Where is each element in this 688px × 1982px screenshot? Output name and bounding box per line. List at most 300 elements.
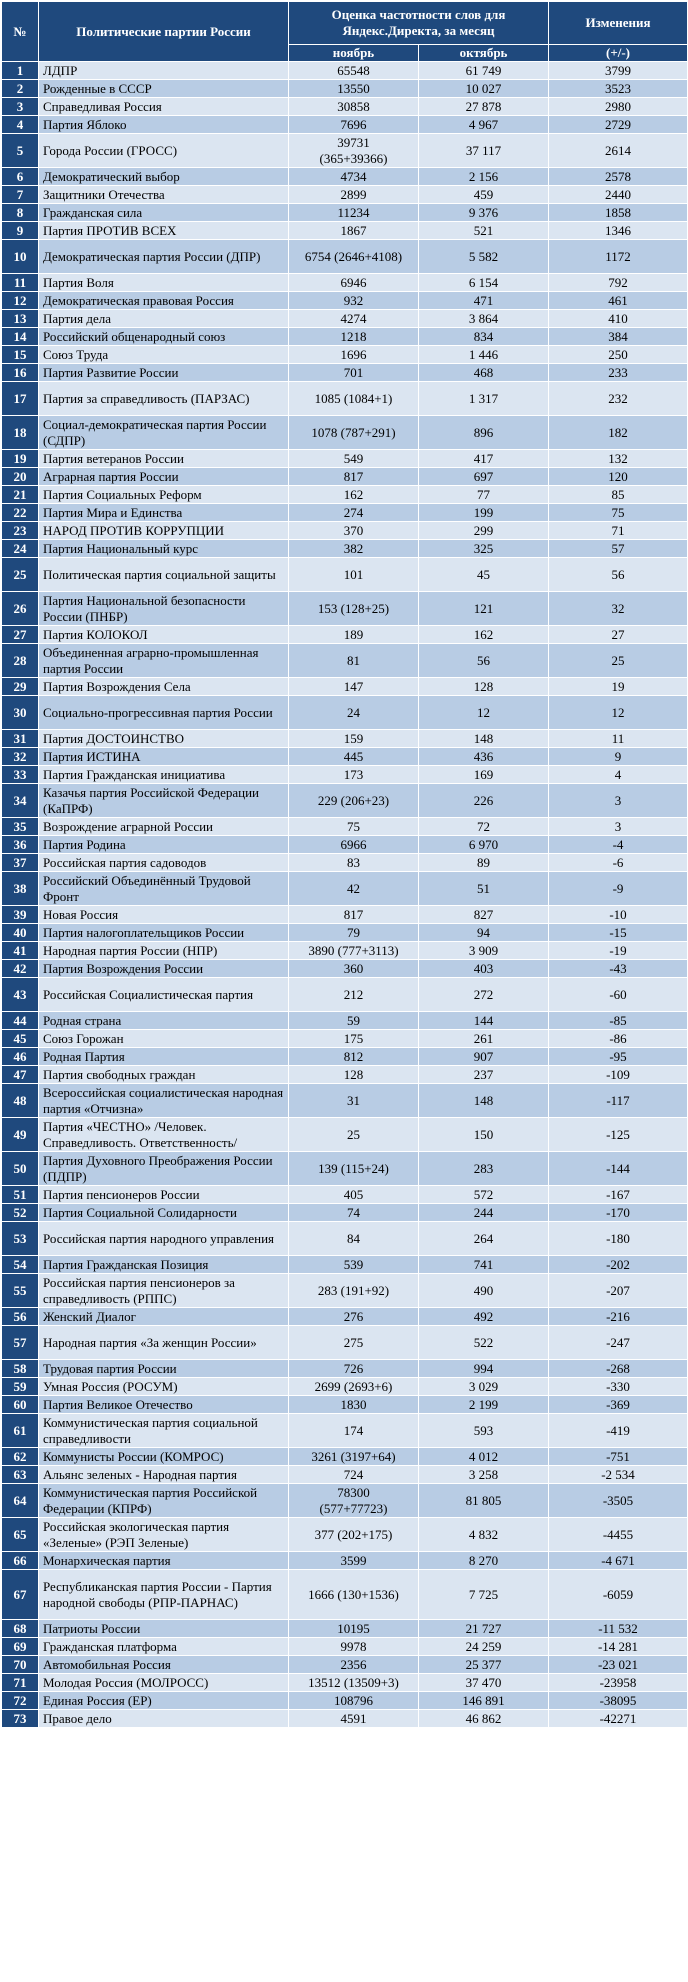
table-row [2, 1326, 688, 1360]
value-october: 37 470 [419, 1674, 549, 1692]
party-name: Партия ИСТИНА [39, 748, 289, 766]
value-change: -247 [549, 1326, 688, 1360]
value-change: 792 [549, 274, 688, 292]
value-october: 27 878 [419, 98, 549, 116]
row-number: 9 [2, 222, 39, 240]
value-october: 459 [419, 186, 549, 204]
row-number: 42 [2, 960, 39, 978]
row-number: 28 [2, 644, 39, 678]
table-row [2, 836, 688, 854]
value-change: -3505 [549, 1484, 688, 1518]
value-november: 162 [289, 486, 419, 504]
party-name: Политическая партия социальной защиты [39, 558, 289, 592]
row-number: 31 [2, 730, 39, 748]
row-number: 14 [2, 328, 39, 346]
party-name: Коммунистическая партия социальной справедливости [39, 1414, 289, 1448]
row-number: 58 [2, 1360, 39, 1378]
value-october: 2 199 [419, 1396, 549, 1414]
table-row [2, 62, 688, 80]
table-row [2, 204, 688, 222]
party-name: Демократическая партия России (ДПР) [39, 240, 289, 274]
table-row [2, 1378, 688, 1396]
value-november: 549 [289, 450, 419, 468]
value-november: 24 [289, 696, 419, 730]
party-name: Родная Партия [39, 1048, 289, 1066]
row-number: 52 [2, 1204, 39, 1222]
row-number: 6 [2, 168, 39, 186]
value-october: 24 259 [419, 1638, 549, 1656]
table-row [2, 1360, 688, 1378]
value-october: 81 805 [419, 1484, 549, 1518]
row-number: 43 [2, 978, 39, 1012]
value-october: 77 [419, 486, 549, 504]
table-row [2, 1012, 688, 1030]
value-change: -216 [549, 1308, 688, 1326]
value-november: 13512 (13509+3) [289, 1674, 419, 1692]
value-change: 2980 [549, 98, 688, 116]
value-october: 1 317 [419, 382, 549, 416]
party-name: Партия ПРОТИВ ВСЕХ [39, 222, 289, 240]
table-row [2, 1448, 688, 1466]
table-row [2, 1396, 688, 1414]
row-number: 49 [2, 1118, 39, 1152]
row-number: 20 [2, 468, 39, 486]
party-name: Партия за справедливость (ПАРЗАС) [39, 382, 289, 416]
value-change: 19 [549, 678, 688, 696]
value-change: -10 [549, 906, 688, 924]
row-number: 66 [2, 1552, 39, 1570]
row-number: 57 [2, 1326, 39, 1360]
party-name: Партия Яблоко [39, 116, 289, 134]
row-number: 17 [2, 382, 39, 416]
party-name: Российский общенародный союз [39, 328, 289, 346]
table-row [2, 766, 688, 784]
row-number: 40 [2, 924, 39, 942]
row-number: 70 [2, 1656, 39, 1674]
header-estimate: Оценка частотности слов для Яндекс.Директа, за месяц [289, 2, 549, 45]
value-october: 896 [419, 416, 549, 450]
table-row [2, 1256, 688, 1274]
value-change: -23 021 [549, 1656, 688, 1674]
party-name: Коммунисты России (КОМРОС) [39, 1448, 289, 1466]
value-change: 182 [549, 416, 688, 450]
value-november: 1085 (1084+1) [289, 382, 419, 416]
value-change: -330 [549, 1378, 688, 1396]
value-november: 108796 [289, 1692, 419, 1710]
table-row [2, 730, 688, 748]
table-row [2, 240, 688, 274]
value-october: 468 [419, 364, 549, 382]
value-november: 1218 [289, 328, 419, 346]
party-name: Гражданская платформа [39, 1638, 289, 1656]
value-november: 81 [289, 644, 419, 678]
party-name: Партия свободных граждан [39, 1066, 289, 1084]
row-number: 54 [2, 1256, 39, 1274]
party-name: Защитники Отечества [39, 186, 289, 204]
table-row [2, 960, 688, 978]
value-change: 3799 [549, 62, 688, 80]
party-name: Социал-демократическая партия России (СДПР) [39, 416, 289, 450]
party-name: Союз Горожан [39, 1030, 289, 1048]
value-change: -117 [549, 1084, 688, 1118]
value-november: 4274 [289, 310, 419, 328]
party-name: Российская партия пенсионеров за справедливость (РППС) [39, 1274, 289, 1308]
value-november: 3261 (3197+64) [289, 1448, 419, 1466]
value-november: 159 [289, 730, 419, 748]
value-october: 3 029 [419, 1378, 549, 1396]
row-number: 63 [2, 1466, 39, 1484]
value-change: -170 [549, 1204, 688, 1222]
value-october: 272 [419, 978, 549, 1012]
table-row [2, 818, 688, 836]
table-row [2, 450, 688, 468]
row-number: 62 [2, 1448, 39, 1466]
party-name: Патриоты России [39, 1620, 289, 1638]
table-row [2, 222, 688, 240]
value-change: -14 281 [549, 1638, 688, 1656]
row-number: 60 [2, 1396, 39, 1414]
table-row [2, 134, 688, 168]
value-november: 65548 [289, 62, 419, 80]
value-october: 2 156 [419, 168, 549, 186]
party-name: Республиканская партия России - Партия народной свободы (РПР-ПАРНАС) [39, 1570, 289, 1620]
table-row [2, 1692, 688, 1710]
value-change: -202 [549, 1256, 688, 1274]
value-october: 593 [419, 1414, 549, 1448]
party-name: Партия пенсионеров России [39, 1186, 289, 1204]
row-number: 32 [2, 748, 39, 766]
value-november: 1696 [289, 346, 419, 364]
value-october: 12 [419, 696, 549, 730]
header-plusminus: (+/-) [549, 45, 688, 62]
party-name: Альянс зеленых - Народная партия [39, 1466, 289, 1484]
value-november: 229 (206+23) [289, 784, 419, 818]
table-row [2, 540, 688, 558]
value-october: 45 [419, 558, 549, 592]
value-october: 490 [419, 1274, 549, 1308]
value-october: 9 376 [419, 204, 549, 222]
party-name: Партия КОЛОКОЛ [39, 626, 289, 644]
value-october: 162 [419, 626, 549, 644]
row-number: 33 [2, 766, 39, 784]
value-november: 84 [289, 1222, 419, 1256]
table-row [2, 116, 688, 134]
header-party: Политические партии России [39, 2, 289, 62]
value-november: 42 [289, 872, 419, 906]
party-name: Справедливая Россия [39, 98, 289, 116]
value-october: 244 [419, 1204, 549, 1222]
party-name: Всероссийская социалистическая народная партия «Отчизна» [39, 1084, 289, 1118]
party-name: Партия налогоплательщиков России [39, 924, 289, 942]
table-row [2, 1466, 688, 1484]
value-october: 121 [419, 592, 549, 626]
party-name: Партия ветеранов России [39, 450, 289, 468]
table-row [2, 978, 688, 1012]
value-november: 174 [289, 1414, 419, 1448]
value-change: -125 [549, 1118, 688, 1152]
value-change: -4 671 [549, 1552, 688, 1570]
table-row [2, 1084, 688, 1118]
row-number: 4 [2, 116, 39, 134]
value-november: 25 [289, 1118, 419, 1152]
table-row [2, 1186, 688, 1204]
table-row [2, 1484, 688, 1518]
row-number: 38 [2, 872, 39, 906]
table-row [2, 942, 688, 960]
value-october: 5 582 [419, 240, 549, 274]
value-november: 147 [289, 678, 419, 696]
table-row [2, 346, 688, 364]
value-change: 250 [549, 346, 688, 364]
value-november: 212 [289, 978, 419, 1012]
table-row [2, 924, 688, 942]
party-name: Народная партия России (НПР) [39, 942, 289, 960]
party-name: Российская партия народного управления [39, 1222, 289, 1256]
party-name: Партия Родина [39, 836, 289, 854]
table-row [2, 1570, 688, 1620]
table-header [2, 2, 688, 62]
value-november: 539 [289, 1256, 419, 1274]
party-name: Партия Возрождения России [39, 960, 289, 978]
value-november: 39731 (365+39366) [289, 134, 419, 168]
value-october: 827 [419, 906, 549, 924]
table-row [2, 382, 688, 416]
value-october: 403 [419, 960, 549, 978]
party-name: Российская экологическая партия «Зеленые» (РЭП Зеленые) [39, 1518, 289, 1552]
value-october: 56 [419, 644, 549, 678]
row-number: 22 [2, 504, 39, 522]
value-change: -6 [549, 854, 688, 872]
value-november: 1830 [289, 1396, 419, 1414]
table-row [2, 1552, 688, 1570]
value-change: -207 [549, 1274, 688, 1308]
party-name: Партия Национальный курс [39, 540, 289, 558]
value-change: 56 [549, 558, 688, 592]
table-row [2, 504, 688, 522]
party-name: Объединенная аграрно-промышленная партия России [39, 644, 289, 678]
value-october: 146 891 [419, 1692, 549, 1710]
party-name: Гражданская сила [39, 204, 289, 222]
value-november: 153 (128+25) [289, 592, 419, 626]
value-november: 10195 [289, 1620, 419, 1638]
value-change: -6059 [549, 1570, 688, 1620]
party-name: Союз Труда [39, 346, 289, 364]
value-october: 7 725 [419, 1570, 549, 1620]
value-october: 834 [419, 328, 549, 346]
value-october: 46 862 [419, 1710, 549, 1728]
row-number: 11 [2, 274, 39, 292]
row-number: 3 [2, 98, 39, 116]
row-number: 37 [2, 854, 39, 872]
value-october: 3 864 [419, 310, 549, 328]
value-change: 3 [549, 784, 688, 818]
row-number: 64 [2, 1484, 39, 1518]
party-name: Партия дела [39, 310, 289, 328]
value-november: 370 [289, 522, 419, 540]
party-name: Партия Национальной безопасности России (ПНБР) [39, 592, 289, 626]
value-november: 6754 (2646+4108) [289, 240, 419, 274]
value-november: 1078 (787+291) [289, 416, 419, 450]
row-number: 24 [2, 540, 39, 558]
party-name: Российская Социалистическая партия [39, 978, 289, 1012]
value-october: 61 749 [419, 62, 549, 80]
value-november: 189 [289, 626, 419, 644]
row-number: 29 [2, 678, 39, 696]
row-number: 21 [2, 486, 39, 504]
value-november: 382 [289, 540, 419, 558]
party-name: Родная страна [39, 1012, 289, 1030]
value-change: -2 534 [549, 1466, 688, 1484]
row-number: 1 [2, 62, 39, 80]
value-october: 261 [419, 1030, 549, 1048]
row-number: 10 [2, 240, 39, 274]
row-number: 72 [2, 1692, 39, 1710]
value-october: 10 027 [419, 80, 549, 98]
value-october: 128 [419, 678, 549, 696]
party-name: Партия Социальных Реформ [39, 486, 289, 504]
value-change: 9 [549, 748, 688, 766]
row-number: 53 [2, 1222, 39, 1256]
value-october: 4 012 [419, 1448, 549, 1466]
value-november: 1867 [289, 222, 419, 240]
row-number: 8 [2, 204, 39, 222]
value-change: -86 [549, 1030, 688, 1048]
value-change: -85 [549, 1012, 688, 1030]
value-november: 11234 [289, 204, 419, 222]
table-row [2, 1118, 688, 1152]
value-november: 9978 [289, 1638, 419, 1656]
value-october: 283 [419, 1152, 549, 1186]
row-number: 47 [2, 1066, 39, 1084]
table-row [2, 328, 688, 346]
value-change: 3523 [549, 80, 688, 98]
value-november: 31 [289, 1084, 419, 1118]
row-number: 67 [2, 1570, 39, 1620]
value-november: 701 [289, 364, 419, 382]
row-number: 12 [2, 292, 39, 310]
value-change: 120 [549, 468, 688, 486]
value-change: 32 [549, 592, 688, 626]
table-row [2, 168, 688, 186]
value-october: 994 [419, 1360, 549, 1378]
party-name: Российская партия садоводов [39, 854, 289, 872]
table-row [2, 186, 688, 204]
header-november: ноябрь [289, 45, 419, 62]
party-name: Возрождение аграрной России [39, 818, 289, 836]
party-name: Народная партия «За женщин России» [39, 1326, 289, 1360]
value-change: 2729 [549, 116, 688, 134]
party-name: Молодая Россия (МОЛРОСС) [39, 1674, 289, 1692]
value-change: 132 [549, 450, 688, 468]
value-november: 283 (191+92) [289, 1274, 419, 1308]
value-november: 817 [289, 906, 419, 924]
value-change: 12 [549, 696, 688, 730]
party-name: Женский Диалог [39, 1308, 289, 1326]
value-change: -419 [549, 1414, 688, 1448]
value-change: 2578 [549, 168, 688, 186]
value-october: 417 [419, 450, 549, 468]
value-change: -19 [549, 942, 688, 960]
value-change: 11 [549, 730, 688, 748]
value-october: 226 [419, 784, 549, 818]
row-number: 34 [2, 784, 39, 818]
value-change: 232 [549, 382, 688, 416]
value-november: 275 [289, 1326, 419, 1360]
row-number: 19 [2, 450, 39, 468]
value-change: -268 [549, 1360, 688, 1378]
table-row [2, 1274, 688, 1308]
value-october: 6 970 [419, 836, 549, 854]
table-row [2, 592, 688, 626]
value-november: 4591 [289, 1710, 419, 1728]
value-november: 4734 [289, 168, 419, 186]
value-november: 724 [289, 1466, 419, 1484]
row-number: 48 [2, 1084, 39, 1118]
value-change: -95 [549, 1048, 688, 1066]
party-name: НАРОД ПРОТИВ КОРРУПЦИИ [39, 522, 289, 540]
value-november: 276 [289, 1308, 419, 1326]
party-name: Партия Мира и Единства [39, 504, 289, 522]
party-name: Партия Гражданская инициатива [39, 766, 289, 784]
party-name: Социально-прогрессивная партия России [39, 696, 289, 730]
value-october: 169 [419, 766, 549, 784]
value-october: 697 [419, 468, 549, 486]
value-change: 1172 [549, 240, 688, 274]
value-october: 264 [419, 1222, 549, 1256]
value-change: -38095 [549, 1692, 688, 1710]
value-change: -369 [549, 1396, 688, 1414]
table-row [2, 1656, 688, 1674]
party-name: Демократический выбор [39, 168, 289, 186]
value-change: -11 532 [549, 1620, 688, 1638]
value-october: 4 832 [419, 1518, 549, 1552]
header-october: октябрь [419, 45, 549, 62]
value-november: 2356 [289, 1656, 419, 1674]
value-change: 384 [549, 328, 688, 346]
row-number: 69 [2, 1638, 39, 1656]
header-changes: Изменения [549, 2, 688, 45]
party-name: Казачья партия Российской Федерации (КаПРФ) [39, 784, 289, 818]
value-change: 3 [549, 818, 688, 836]
table-row [2, 364, 688, 382]
party-name: Города России (ГРОСС) [39, 134, 289, 168]
value-october: 6 154 [419, 274, 549, 292]
value-change: 75 [549, 504, 688, 522]
value-change: -42271 [549, 1710, 688, 1728]
value-october: 94 [419, 924, 549, 942]
value-change: -4455 [549, 1518, 688, 1552]
value-change: -43 [549, 960, 688, 978]
value-november: 30858 [289, 98, 419, 116]
value-october: 144 [419, 1012, 549, 1030]
row-number: 27 [2, 626, 39, 644]
value-november: 128 [289, 1066, 419, 1084]
party-name: Партия Возрождения Села [39, 678, 289, 696]
value-october: 522 [419, 1326, 549, 1360]
row-number: 26 [2, 592, 39, 626]
value-november: 6966 [289, 836, 419, 854]
party-name: Партия «ЧЕСТНО» /Человек. Справедливость. Ответственность/ [39, 1118, 289, 1152]
row-number: 73 [2, 1710, 39, 1728]
value-october: 299 [419, 522, 549, 540]
party-name: Партия Воля [39, 274, 289, 292]
value-change: 2440 [549, 186, 688, 204]
row-number: 35 [2, 818, 39, 836]
value-october: 572 [419, 1186, 549, 1204]
value-november: 78300 (577+77723) [289, 1484, 419, 1518]
header-row-top [2, 2, 688, 45]
row-number: 5 [2, 134, 39, 168]
